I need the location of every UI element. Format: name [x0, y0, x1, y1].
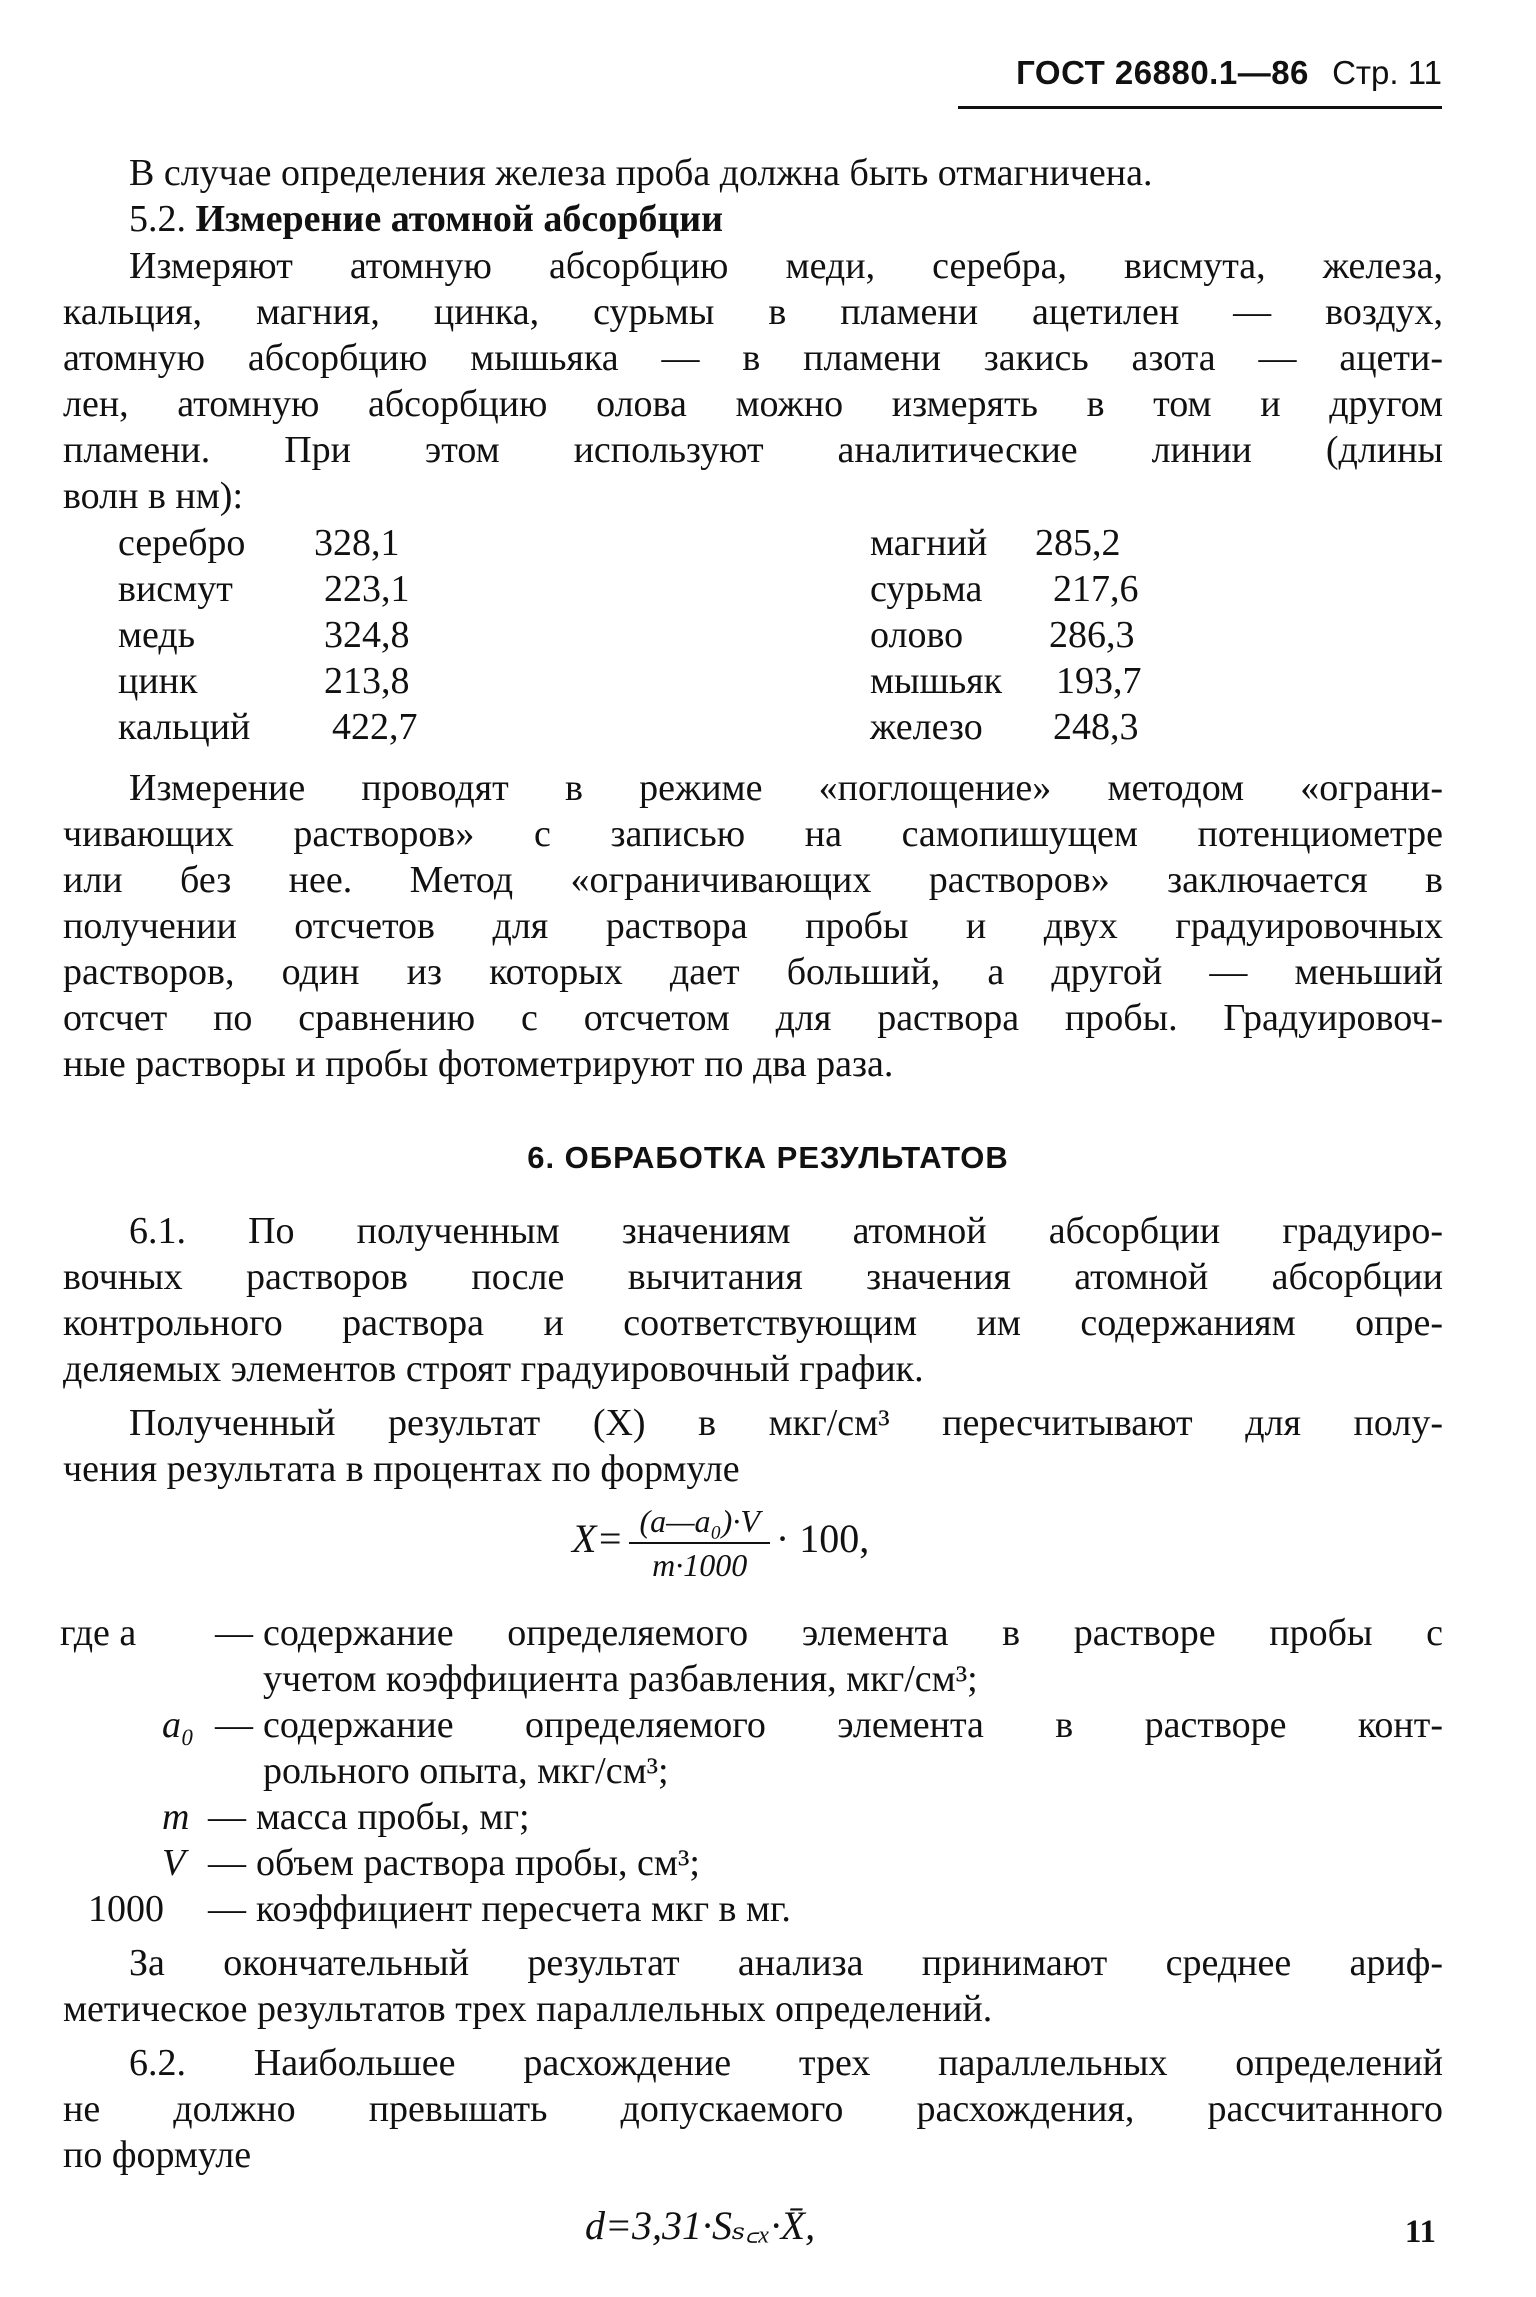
- wavelength-row: серебро 328,1: [118, 522, 400, 564]
- paragraph-line: метическое результатов трех параллельных определений.: [63, 1988, 993, 2030]
- standard-id: ГОСТ 26880.1—86: [1016, 54, 1309, 91]
- definition-term: где a: [60, 1612, 137, 1654]
- definition-text: масса пробы, мг;: [256, 1796, 530, 1838]
- paragraph-line: Измерение проводят в режиме «поглощение» методом «ограни-: [129, 767, 1443, 809]
- definition-text: содержание определяемого элемента в растворе конт-: [263, 1704, 1443, 1746]
- paragraph-line: по формуле: [63, 2134, 252, 2176]
- definition-term: a₀: [162, 1704, 195, 1746]
- wavelength-row: олово 286,3: [870, 614, 1135, 656]
- wavelength-row: кальций 422,7: [118, 706, 418, 748]
- page-header: [1016, 54, 1442, 92]
- wavelength-row: медь 324,8: [118, 614, 410, 656]
- definition-text: учетом коэффициента разбавления, мкг/см³;: [263, 1658, 978, 1700]
- paragraph-line: отсчет по сравнению с отсчетом для раствора пробы. Градуировоч-: [63, 997, 1443, 1039]
- formula-fraction: $\frac{\text{(a—a₀)·V}}{m\cdot 1000}$: [629, 1502, 769, 1584]
- formula-result: X= $\frac{\text{(a—a₀)·V}}{m\cdot 1000}$ · 100,: [572, 1503, 870, 1583]
- header-rule: [958, 106, 1442, 109]
- definition-text: содержание определяемого элемента в растворе пробы с: [263, 1612, 1443, 1654]
- definition-dash: —: [208, 1842, 246, 1884]
- definition-dash: —: [215, 1704, 253, 1746]
- paragraph-line: или без нее. Метод «ограничивающих растворов» заключается в: [63, 859, 1443, 901]
- definition-dash: —: [208, 1796, 246, 1838]
- definition-dash: —: [215, 1612, 253, 1654]
- wavelength-row: магний 285,2: [870, 522, 1121, 564]
- wavelength-row: висмут 223,1: [118, 568, 410, 610]
- paragraph-line: 6.1. По полученным значениям атомной абсорбции градуиро-: [129, 1210, 1443, 1252]
- definition-term: V: [162, 1842, 186, 1884]
- paragraph-line: получении отсчетов для раствора пробы и двух градуировочных: [63, 905, 1443, 947]
- page-label: Стр. 11: [1332, 54, 1442, 91]
- paragraph-line: вочных растворов после вычитания значения атомной абсорбции: [63, 1256, 1443, 1298]
- section-5-2-heading: [129, 196, 1509, 242]
- definition-text: объем раствора пробы, см³;: [256, 1842, 700, 1884]
- wavelength-row: сурьма 217,6: [870, 568, 1139, 610]
- paragraph-line: 6.2. Наибольшее расхождение трех параллельных определений: [129, 2042, 1443, 2084]
- paragraph-line: кальция, магния, цинка, сурьмы в пламени ацетилен — воздух,: [63, 291, 1443, 333]
- paragraph-line: волн в нм):: [63, 475, 244, 517]
- intro-line: В случае определения железа проба должна быть отмагничена.: [129, 152, 1153, 194]
- wavelength-row: железо 248,3: [870, 706, 1139, 748]
- formula-divergence: d=3,31·Sₛ꜀ₓ·X̄,: [585, 2203, 816, 2248]
- page-number: 11: [1404, 2214, 1436, 2250]
- paragraph-line: чения результата в процентах по формуле: [63, 1448, 740, 1490]
- paragraph-line: Измеряют атомную абсорбцию меди, серебра, висмута, железа,: [129, 245, 1443, 287]
- section-5-2-title: Измерение атомной абсорбции: [195, 198, 724, 240]
- paragraph-line: ные растворы и пробы фотометрируют по два раза.: [63, 1043, 894, 1085]
- paragraph-line: контрольного раствора и соответствующим им содержаниям опре-: [63, 1302, 1443, 1344]
- paragraph-line: лен, атомную абсорбцию олова можно измерять в том и другом: [63, 383, 1443, 425]
- paragraph-line: чивающих растворов» с записью на самопишущем потенциометре: [63, 813, 1443, 855]
- wavelength-row: цинк 213,8: [118, 660, 410, 702]
- definition-text: рольного опыта, мкг/см³;: [263, 1750, 669, 1792]
- paragraph-line: атомную абсорбцию мышьяка — в пламени закись азота — ацети-: [63, 337, 1443, 379]
- paragraph-line: деляемых элементов строят градуировочный график.: [63, 1348, 924, 1390]
- paragraph-line: За окончательный результат анализа принимают среднее ариф-: [129, 1942, 1443, 1984]
- section-6-title: 6. ОБРАБОТКА РЕЗУЛЬТАТОВ: [527, 1140, 1009, 1175]
- wavelength-row: мышьяк 193,7: [870, 660, 1142, 702]
- paragraph-line: Полученный результат (X) в мкг/см³ пересчитывают для полу-: [129, 1402, 1443, 1444]
- paragraph-line: не должно превышать допускаемого расхождения, рассчитанного: [63, 2088, 1443, 2130]
- paragraph-line: пламени. При этом используют аналитические линии (длины: [63, 429, 1443, 471]
- section-5-2-number: 5.2.: [129, 198, 186, 240]
- definition-text: коэффициент пересчета мкг в мг.: [256, 1888, 791, 1930]
- definition-term: m: [162, 1796, 190, 1838]
- definition-term: 1000: [88, 1888, 164, 1930]
- definition-dash: —: [208, 1888, 246, 1930]
- paragraph-line: растворов, один из которых дает больший, а другой — меньший: [63, 951, 1443, 993]
